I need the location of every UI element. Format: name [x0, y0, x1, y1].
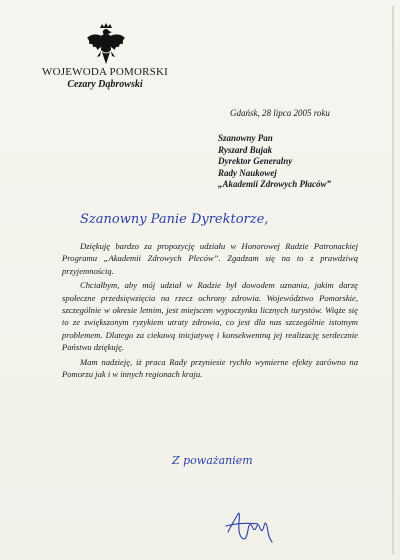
- signature-mark: [218, 502, 288, 546]
- handwritten-salutation: [78, 206, 338, 230]
- salutation-text: Szanowny Panie Dyrektorze,: [80, 212, 269, 227]
- addressee-block: [218, 133, 331, 191]
- body-paragraph: Dziękuję bardzo za propozycję udziału w Honorowej Radzie Patronackiej Programu „Akademii Zdrowych Pleców”. Zgadzam się na to z prawdziwą przyjemnością.: [62, 241, 358, 276]
- letter-body: [62, 240, 358, 382]
- addressee-line: Szanowny Pan: [218, 133, 273, 143]
- closing-text: Z poważaniem: [172, 454, 253, 467]
- addressee-line: Rady Naukowej: [218, 167, 277, 178]
- letterhead: [10, 66, 200, 90]
- body-paragraph: Mam nadzieję, iż praca Rady przyniesie rychło wymierne efekty zarówno na Pomorzu jak i w innych regionach kraju.: [62, 356, 358, 380]
- body-paragraph: Chciałbym, aby mój udział w Radzie był dowodem uznania, jakim darzę społeczne przedsięwzięcia na rzecz ochrony zdrowia. Województwo Pomorskie, szczególnie w okresie letnim, jest miejscem wypoczynku licznych turystów. Wiąże się to ze zwiększonym ryzykiem utraty zdrowia, co jest dla nas szczególnie istotnym problemem. Dlatego za ciekawą inicjatywę i konsekwentną jej realizację serdecznie Państwu dziękuję.: [62, 280, 358, 353]
- handwritten-closing: [170, 448, 280, 472]
- official-name: Cezary Dąbrowski: [67, 79, 143, 90]
- date-line: Gdańsk, 28 lipca 2005 roku: [230, 108, 330, 118]
- addressee-line: „Akademii Zdrowych Płaców”: [218, 179, 331, 189]
- office-title: WOJEWODA POMORSKI: [42, 66, 168, 78]
- addressee-line: Dyrektor Generalny: [218, 156, 293, 166]
- page-fold-line: [392, 6, 394, 554]
- polish-eagle-icon: [85, 22, 127, 68]
- addressee-line: Ryszard Bujak: [218, 144, 273, 155]
